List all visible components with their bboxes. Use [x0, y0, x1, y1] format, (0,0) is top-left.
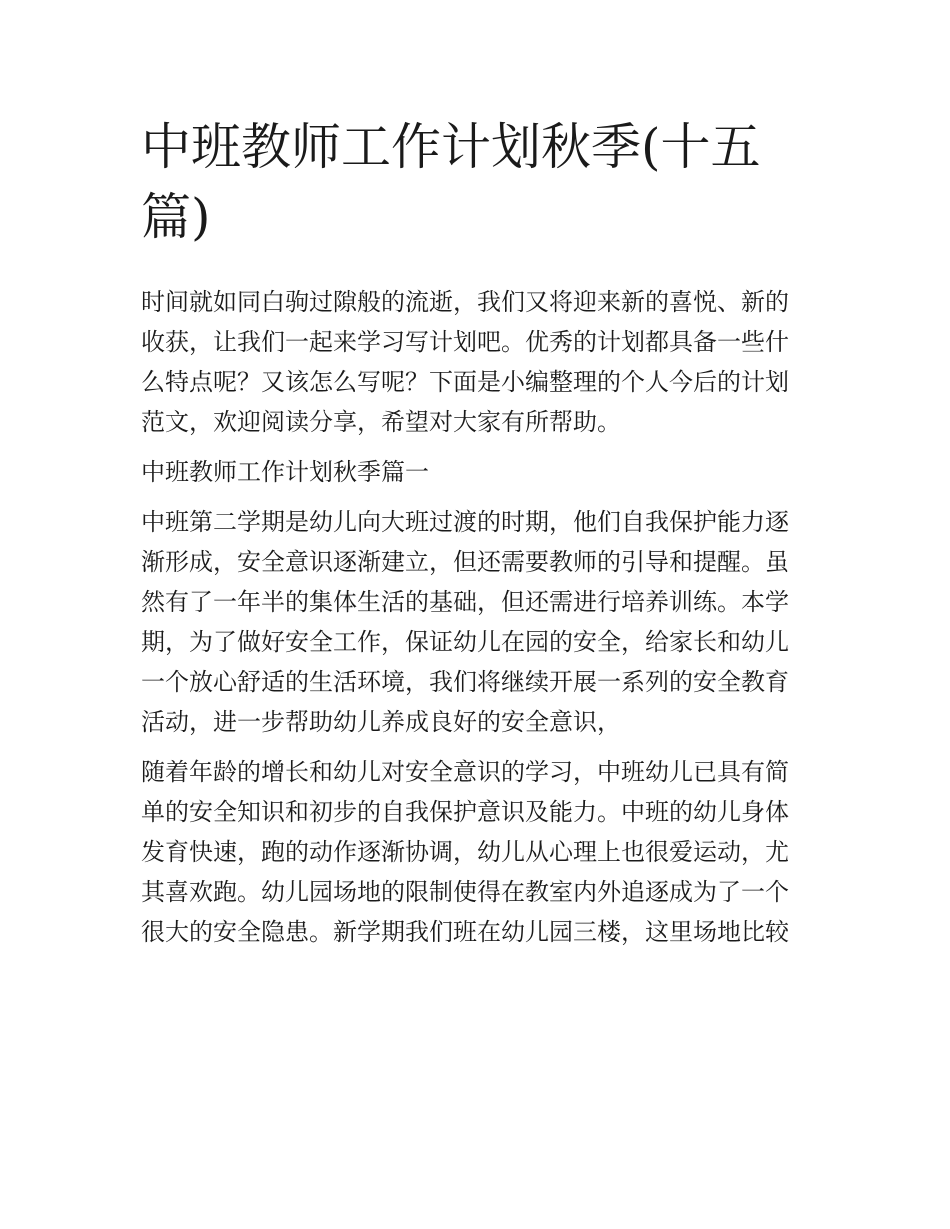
paragraph-line: 单的安全知识和初步的自我保护意识及能力。中班的幼儿身体: [141, 798, 789, 826]
paragraph-2: [141, 752, 813, 952]
intro-line: 收获，让我们一起来学习写计划吧。优秀的计划都具备一些什: [141, 328, 789, 356]
intro-line: 么特点呢？又该怎么写呢？下面是小编整理的个人今后的计划: [141, 368, 789, 396]
intro-line: 时间就如同白驹过隙般的流逝，我们又将迎来新的喜悦、新的: [141, 288, 789, 316]
paragraph-line: 渐形成，安全意识逐渐建立，但还需要教师的引导和提醒。虽: [141, 548, 789, 576]
intro-paragraph: [141, 282, 813, 442]
paragraph-line: 然有了一年半的集体生活的基础，但还需进行培养训练。本学: [141, 588, 789, 616]
document-title: [141, 112, 781, 252]
paragraph-1: [141, 502, 813, 742]
paragraph-line: 中班第二学期是幼儿向大班过渡的时期，他们自我保护能力逐: [141, 508, 789, 536]
paragraph-line: 发育快速，跑的动作逐渐协调，幼儿从心理上也很爱运动，尤: [141, 838, 789, 866]
document-body: [141, 112, 813, 952]
paragraph-line: 其喜欢跑。幼儿园场地的限制使得在教室内外追逐成为了一个: [141, 878, 789, 906]
paragraph-line: 一个放心舒适的生活环境，我们将继续开展一系列的安全教育: [141, 668, 789, 696]
paragraph-line: 活动，进一步帮助幼儿养成良好的安全意识，: [141, 708, 621, 736]
paragraph-line: 期，为了做好安全工作，保证幼儿在园的安全，给家长和幼儿: [141, 628, 789, 656]
intro-line: 范文，欢迎阅读分享，希望对大家有所帮助。: [141, 408, 621, 436]
paragraph-line: 随着年龄的增长和幼儿对安全意识的学习，中班幼儿已具有简: [141, 758, 789, 786]
paragraph-line: 很大的安全隐患。新学期我们班在幼儿园三楼，这里场地比较: [141, 918, 789, 946]
section-heading: 中班教师工作计划秋季篇一: [141, 458, 429, 486]
document-title-text: 中班教师工作计划秋季(十五篇): [141, 118, 761, 246]
